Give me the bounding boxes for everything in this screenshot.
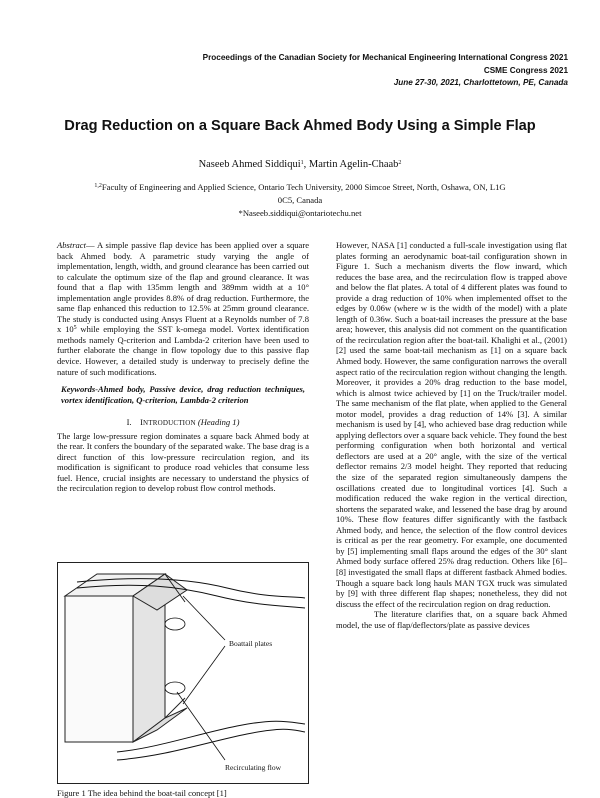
affiliation (90, 181, 510, 206)
label-boattail-plates: Boattail plates (229, 639, 273, 648)
author-1-sup: 1 (300, 160, 304, 166)
contact-email: *Naseeb.siddiqui@ontariotechu.net (238, 208, 362, 218)
author-1-name: Naseeb Ahmed Siddiqui (198, 159, 301, 170)
abstract-dash: — (85, 240, 97, 250)
abstract-text-1: A simple passive flap device has been applied over a square back Ahmed body. A parametric study varying the angle of implementation, length, width, and ground clearance has been carried out to calculate the optimum size of the flap and ground clearance. It was found that a flap with 135mm length and 389mm width at a 10° implementation angle provides 8.8% of drag reduction. Furthermore, the same flap enhanced this reduction to 12.5% at 25mm ground clearance. The study is conducted using Ansys Fluent at a Reynolds number of 7.8 x 10 (57, 240, 309, 335)
author-line (0, 159, 600, 170)
author-2-sup: 2 (398, 160, 402, 166)
figure-1-caption: Figure 1 The idea behind the boat-tail concept [1] (57, 788, 227, 798)
trailer-side-face (65, 596, 133, 742)
left-column (57, 240, 309, 494)
right-paragraph-1: However, NASA [1] conducted a full-scale investigation using flat plates forming an aerodynamic boat-tail configuration shown in Figure 1. Such a mechanism diverts the flow inward, which reduces the base area, and the recirculation flow is trapped above and below the flat plates. A total of 4 different plates was found to provide a drag reduction of 10% when implemented offset to the edges by 0.06w (where w is the width of the model) with a plate length of 0.36w. Such a boat-tail increases the pressure at the base area; however, this analysis did not comment on the quantification of the recirculation region after the boat-tail. Khalighi et al., (2001) [2] used the same boat-tail mechanism as [1] on a square back Ahmed body. However, the same configuration narrows the overall aspect ratio of the recirculation region without changing the length. Moreover, it provides a 20% drag reduction to the base model, which is almost twice achieved by [1] on the Truck/trailer model. The same mechanism of the flat plate, when applied to the General motor model, provides a drag reduction of 14% [3]. A similar mechanism is used by [4], who achieved base drag reduction while applying deflectors over a square back vehicle. They found the best performing configuration when both horizontal and vertical deflectors are used at a 20° angle, with the size of the vertical deflector remains 2/3 model height. They reported that reducing the size of the separated region simultaneously dampens the oscillations created due to longitudinal vortices [4]. Such a modification reduced the wake region in the vertical direction, shortens the separated wake, and lessened the base drag by around 10%. These flow features differ significantly with the fastback Ahmed body, and hence, the selection of the flow control devices is critical as per the rear geometry. For example, one documented by [5] implementing small flaps around the edges of the 30° slant Ahmed body surface offered 25% drag reduction. Others like [6]–[8] investigated the small flaps at different fastback Ahmed bodies. Though a square back long hauls MAN TGX truck was simulated by [9] with three different flap shapes; nonetheless, they did not discuss the effect of the recirculation region on drag reduction. (336, 240, 567, 609)
author-2-name: Martin Agelin-Chaab (308, 159, 399, 170)
section-1-title-initial: I (140, 417, 143, 428)
right-paragraph-2: The literature clarifies that, on a square back Ahmed model, the use of flap/deflectors/plate as passive devices (336, 609, 567, 630)
section-1-heading (57, 417, 309, 429)
paper-title: Drag Reduction on a Square Back Ahmed Body Using a Simple Flap (64, 118, 536, 134)
label-recirculating-flow: Recirculating flow (225, 763, 282, 772)
section-1-title-rest: NTRODUCTION (142, 419, 196, 428)
abstract (57, 240, 309, 377)
proceedings-line-3: June 27-30, 2021, Charlottetown, PE, Canada (393, 78, 568, 87)
abstract-label: Abstract (57, 240, 86, 250)
boat-tail-diagram (57, 562, 309, 784)
keywords: Keywords-Ahmed body, Passive device, drag reduction techniques, vortex identification, Q-criterion, Lambda-2 criterion (61, 384, 305, 405)
proceedings-line-1: Proceedings of the Canadian Society for Mechanical Engineering International Congress 2021 (202, 53, 568, 62)
section-1-style-note: (Heading 1) (197, 417, 240, 428)
affiliation-sup: 1,2 (94, 183, 102, 189)
section-1-paragraph: The large low-pressure region dominates a square back Ahmed body at the rear. It confers the boundary of the separated wake. The base drag is a direct function of this low-pressure recirculation region, and its modification is significant to produce road vehicles that consume less fuel. Hence, crucial insights are necessary to understand the physics of the recirculation region to develop robust flow control methods. (57, 430, 309, 494)
right-column (336, 240, 567, 630)
abstract-text-2: while employing the SST k-omega model. Vortex identification methods namely Q-criterion and Lambda-2 criterion have been used to further elaborate the change in flow topology due to this passive flap device. However, a detailed study is underway to precisely define the nature of such modifications. (57, 324, 309, 377)
proceedings-header (203, 52, 568, 90)
affiliation-text: Faculty of Engineering and Applied Science, Ontario Tech University, 2000 Simcoe Street, North, Oshawa, ON, L1G 0C5, Canada (101, 182, 506, 205)
abstract-exponent: 5 (73, 325, 77, 332)
section-1-number: I. (126, 417, 132, 428)
proceedings-line-2: CSME Congress 2021 (483, 65, 568, 75)
figure-1 (57, 562, 309, 798)
author-separator: , (303, 159, 309, 170)
